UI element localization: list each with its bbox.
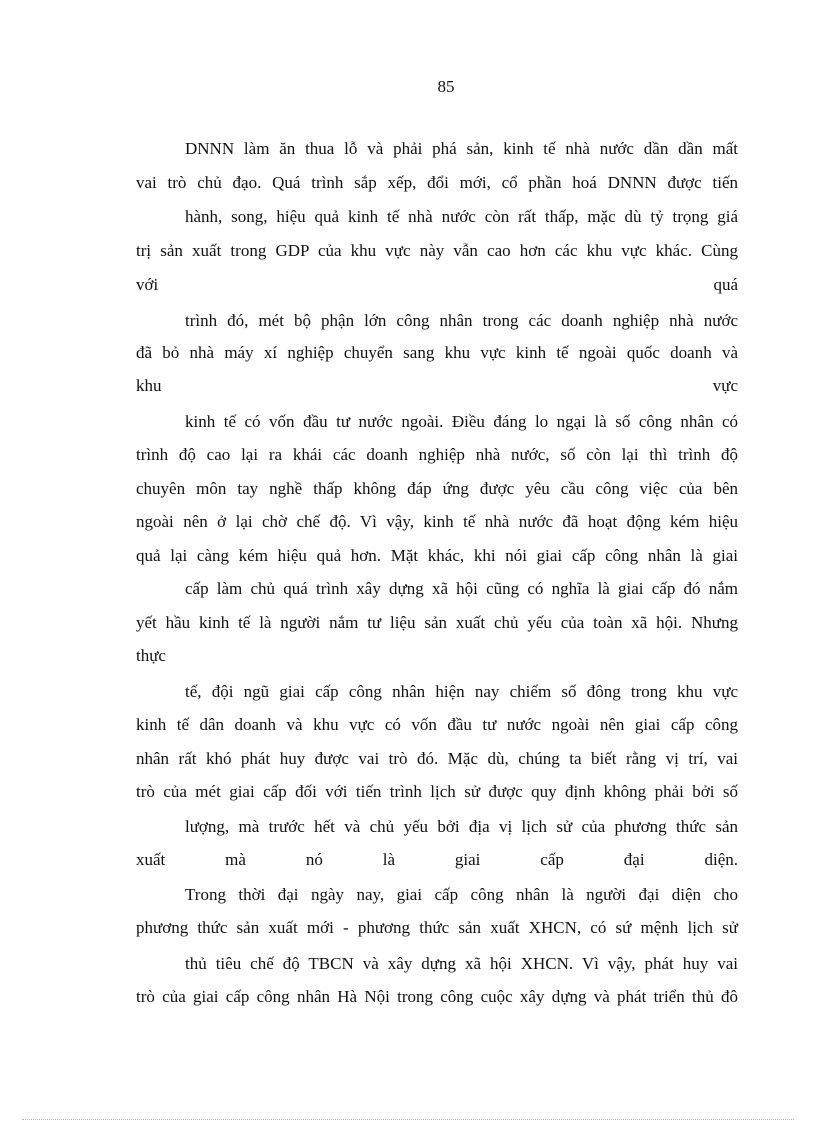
text-line: ngoài nên ở lại chờ chế độ. Vì vậy, kinh tế nhà nước đã hoạt động kém hiệu xyxy=(136,512,738,531)
text-line: trị sản xuất trong GDP của khu vực này vẫn cao hơn các khu vực khác. Cùng xyxy=(136,241,738,260)
text-line: đã bỏ nhà máy xí nghiệp chuyển sang khu vực kinh tế ngoài quốc doanh và xyxy=(136,343,738,362)
text-line: trình đó, mét bộ phận lớn công nhân trong các doanh nghiệp nhà nước xyxy=(185,311,738,330)
text-line: khu vực xyxy=(136,376,738,395)
text-line: hành, song, hiệu quả kinh tế nhà nước còn rất thấp, mặc dù tỷ trọng giá xyxy=(185,207,738,226)
text-line: chuyên môn tay nghề thấp không đáp ứng được yêu cầu công việc của bên xyxy=(136,479,738,498)
text-line: kinh tế dân doanh và khu vực có vốn đầu tư nước ngoài nên giai cấp công xyxy=(136,715,738,734)
text-line: thủ tiêu chế độ TBCN và xây dựng xã hội XHCN. Vì vậy, phát huy vai xyxy=(185,954,738,973)
text-line: kinh tế có vốn đầu tư nước ngoài. Điều đáng lo ngại là số công nhân có xyxy=(185,412,738,431)
text-line: trình độ cao lại ra khái các doanh nghiệp nhà nước, số còn lại thì trình độ xyxy=(136,445,738,464)
text-line: quả lại càng kém hiệu quả hơn. Mặt khác, khi nói giai cấp công nhân là giai xyxy=(136,546,738,565)
text-line: tế, đội ngũ giai cấp công nhân hiện nay chiếm số đông trong khu vực xyxy=(185,682,738,701)
text-line: vai trò chủ đạo. Quá trình sắp xếp, đổi mới, cổ phần hoá DNNN được tiến xyxy=(136,173,738,192)
page-bottom-rule xyxy=(22,1119,794,1120)
text-line: cấp làm chủ quá trình xây dựng xã hội cũng có nghĩa là giai cấp đó nắm xyxy=(185,579,738,598)
text-line: phương thức sản xuất mới - phương thức sản xuất XHCN, có sứ mệnh lịch sử xyxy=(136,918,738,937)
text-line: thực xyxy=(136,646,166,665)
text-line: yết hầu kinh tế là người nắm tư liệu sản xuất chủ yếu của toàn xã hội. Nhưng xyxy=(136,613,738,632)
text-line: Trong thời đại ngày nay, giai cấp công nhân là người đại diện cho xyxy=(185,885,738,904)
text-line: trò của mét giai cấp đối với tiến trình lịch sử được quy định không phải bởi số xyxy=(136,782,738,801)
text-line: lượng, mà trước hết và chủ yếu bởi địa vị lịch sử của phương thức sản xyxy=(185,817,738,836)
text-line: xuất mà nó là giai cấp đại diện. xyxy=(136,850,738,869)
page-number: 85 xyxy=(437,77,455,96)
text-line: nhân rất khó phát huy được vai trò đó. Mặc dù, chúng ta biết rằng vị trí, vai xyxy=(136,749,738,768)
text-line: DNNN làm ăn thua lỗ và phải phá sản, kinh tế nhà nước dần dần mất xyxy=(185,139,738,158)
text-line: với quá xyxy=(136,275,738,294)
text-line: trò của giai cấp công nhân Hà Nội trong công cuộc xây dựng và phát triển thủ đô xyxy=(136,987,738,1006)
